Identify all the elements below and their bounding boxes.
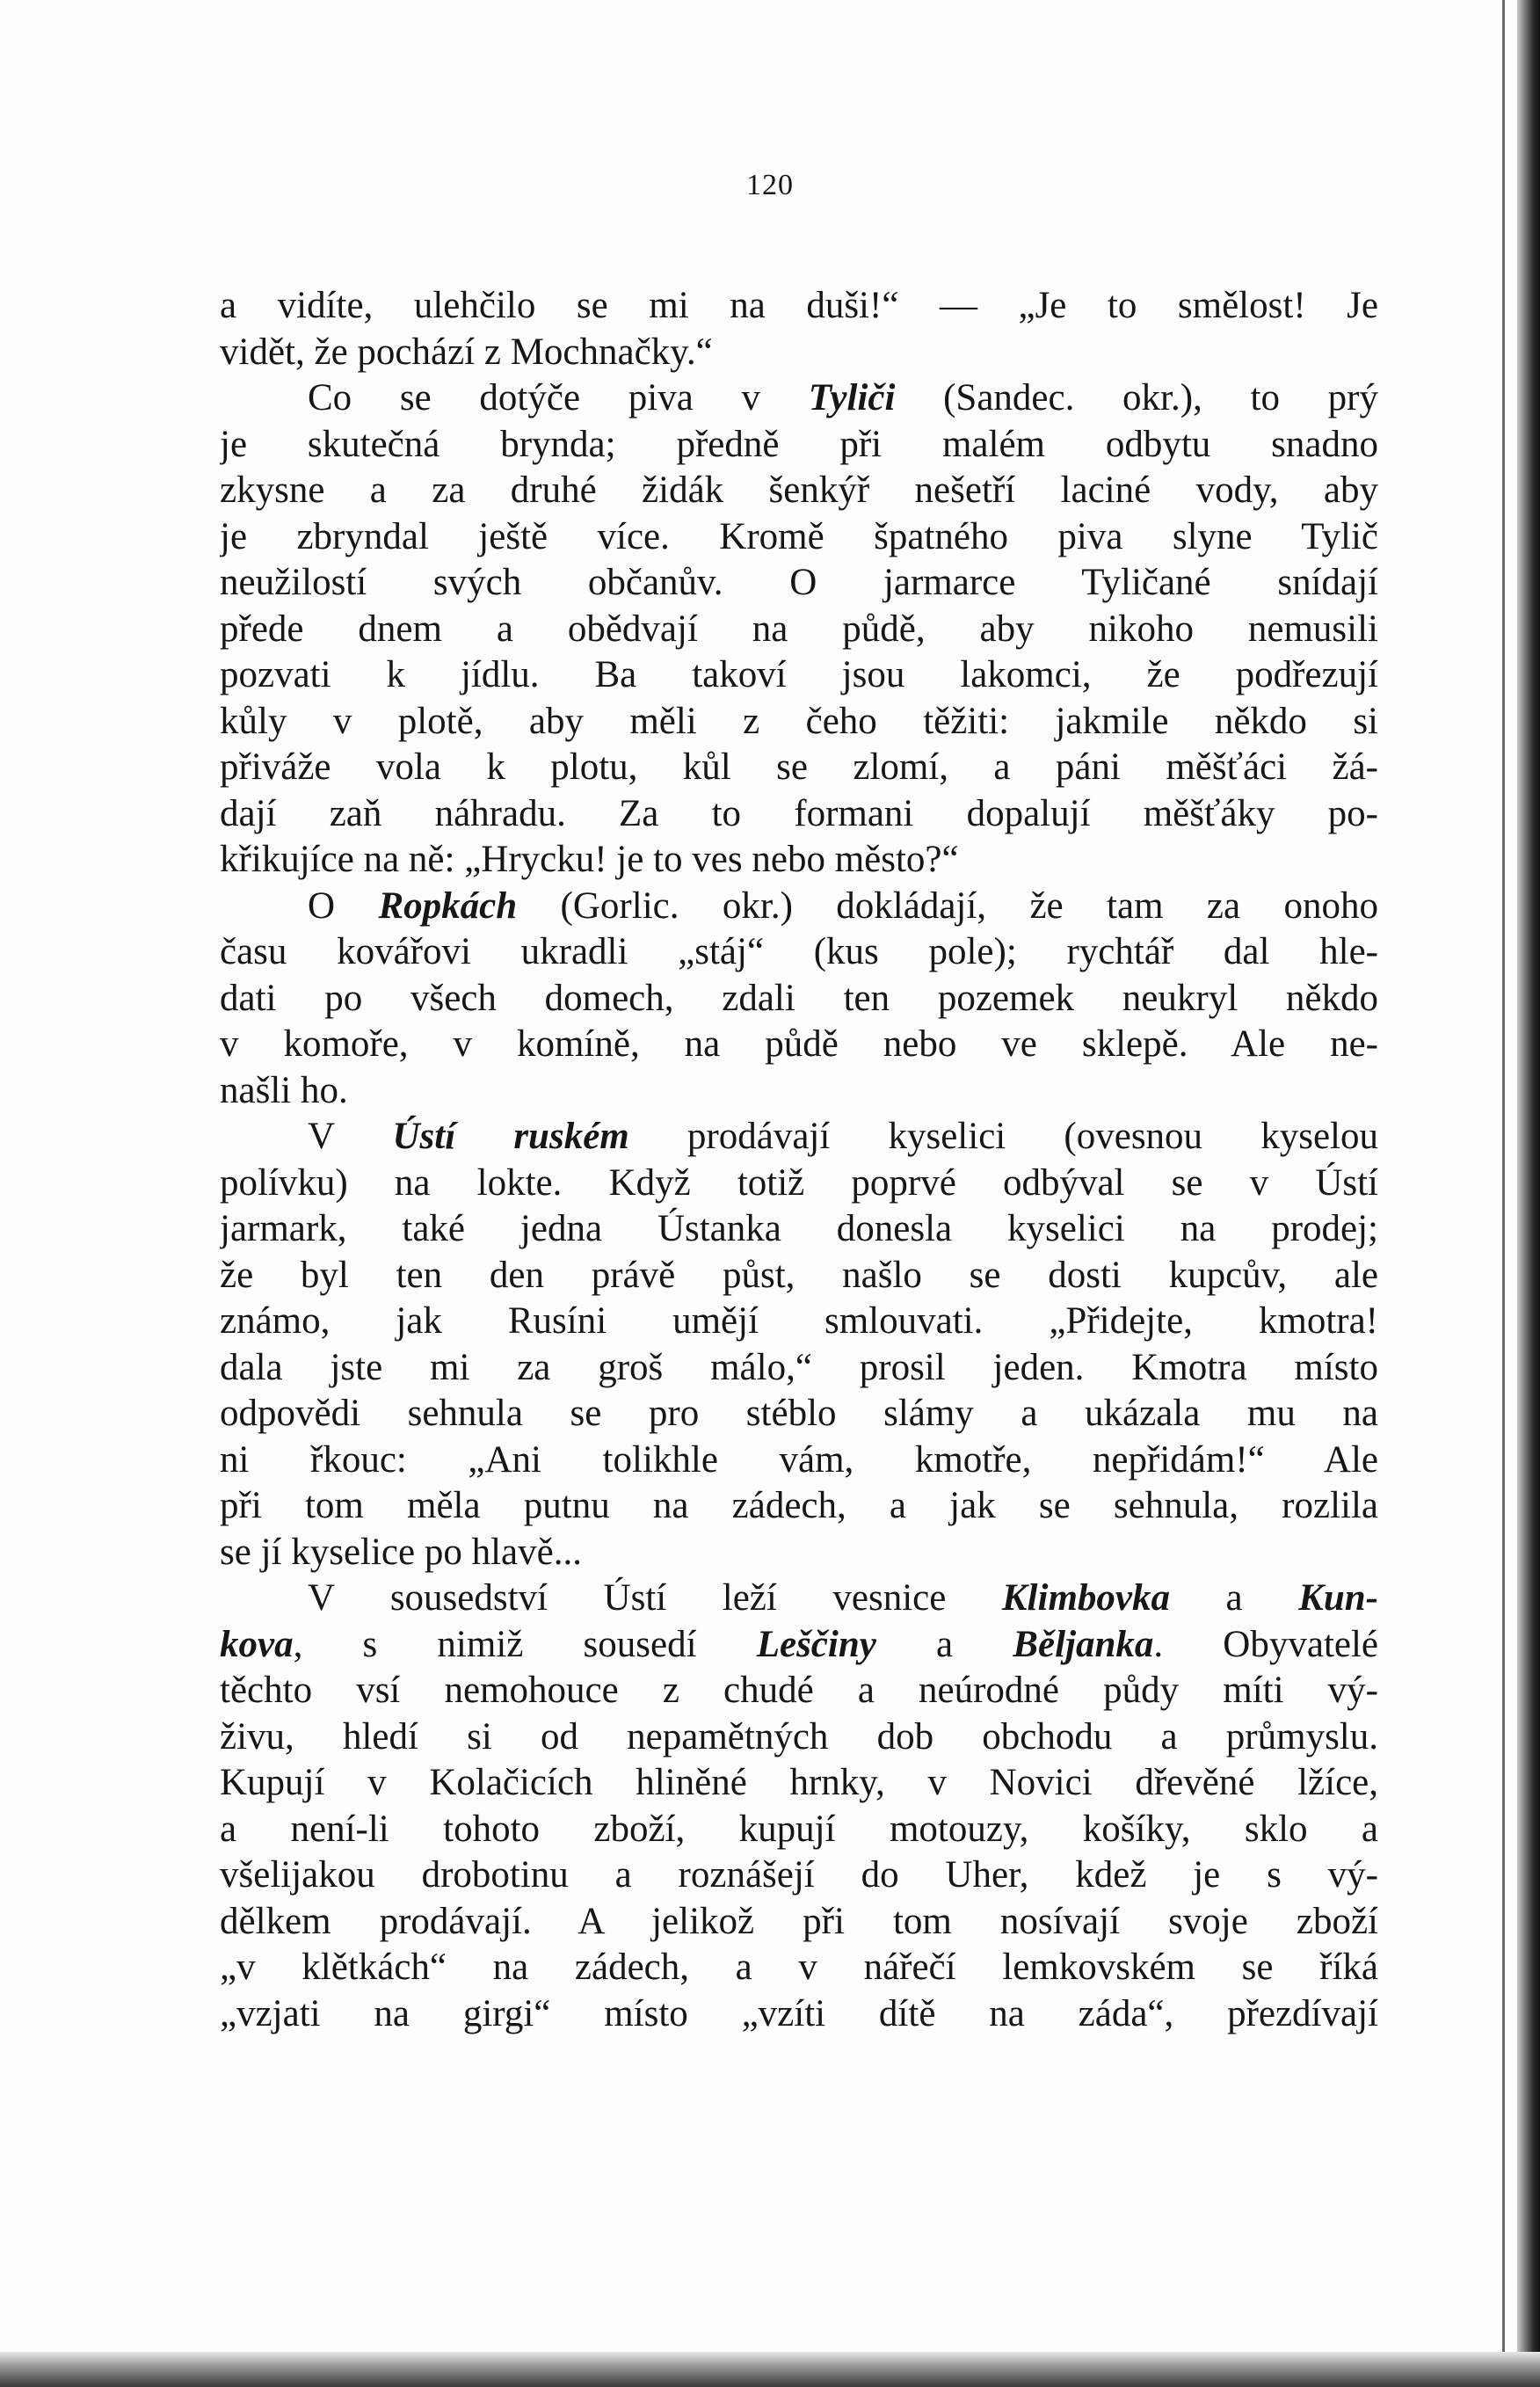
text-run: prodávají kyselici (ovesnou kyselou <box>628 1116 1378 1157</box>
text-line <box>220 929 1378 976</box>
text-line <box>220 1668 1378 1714</box>
text-line <box>220 1945 1378 1991</box>
text-run: přiváže vola k plotu, kůl se zlomí, a páni měšťáci žá- <box>220 746 1378 788</box>
text-run: je skutečná brynda; předně při malém odbytu snadno <box>220 423 1378 465</box>
text-line <box>220 1899 1378 1946</box>
text-line <box>220 699 1378 746</box>
text-line <box>220 884 1378 930</box>
text-run: ni řkouc: „Ani tolikhle vám, kmotře, nepřidám!“ Ale <box>220 1438 1378 1481</box>
text-run: přede dnem a obědvají na půdě, aby nikoho nemusili <box>220 608 1378 650</box>
text-line <box>220 1760 1378 1807</box>
page-edge-line <box>1502 0 1505 2387</box>
text-line <box>220 468 1378 514</box>
text-line <box>220 1991 1378 2038</box>
text-line <box>220 1299 1378 1345</box>
text-run: křikujíce na ně: „Hrycku! je to ves nebo město?“ <box>220 839 959 880</box>
text-line <box>220 791 1378 838</box>
text-run: dělkem prodávají. A jelikož při tom nosívají svoje zboží <box>220 1900 1378 1942</box>
text-run: zkysne a za druhé židák šenkýř nešetří laciné vody, aby <box>220 469 1378 511</box>
text-line <box>220 1852 1378 1899</box>
text-run: živu, hledí si od nepamětných dob obchodu a průmyslu. <box>220 1715 1378 1758</box>
text-run: našli ho. <box>220 1069 348 1111</box>
text-line <box>220 375 1378 422</box>
text-run: v komoře, v komíně, na půdě nebo ve sklepě. Ale ne- <box>220 1023 1378 1065</box>
text-run: při tom měla putnu na zádech, a jak se sehnula, rozlila <box>220 1485 1378 1526</box>
text-line <box>220 1530 1378 1576</box>
text-run: a <box>1169 1577 1299 1619</box>
place-name: Tyliči <box>808 377 896 418</box>
text-run: , s nimiž sousedí <box>293 1623 757 1665</box>
text-run: odpovědi sehnula se pro stéblo slámy a ukázala mu na <box>220 1393 1378 1434</box>
text-line <box>220 1714 1378 1761</box>
text-run: O <box>308 884 379 927</box>
text-run: všelijakou drobotinu a roznášejí do Uher, kdež je s vý- <box>220 1854 1378 1896</box>
text-run: pozvati k jídlu. Ba takoví jsou lakomci, že podřezují <box>220 654 1378 695</box>
text-line <box>220 1022 1378 1068</box>
text-run: (Gorlic. okr.) dokládají, že tam za onoho <box>517 884 1378 927</box>
text-run: (Sandec. okr.), to prý <box>895 377 1378 418</box>
text-run: a není-li tohoto zboží, kupují motouzy, košíky, sklo a <box>220 1808 1378 1850</box>
text-run: těchto vsí nemohouce z chudé a neúrodné půdy míti vý- <box>220 1670 1378 1711</box>
text-line <box>220 1253 1378 1299</box>
text-line <box>220 1345 1378 1392</box>
place-name: Ústí ruském <box>392 1116 629 1157</box>
text-line <box>220 607 1378 653</box>
place-name: kova <box>220 1623 294 1665</box>
text-run: „vzjati na girgi“ místo „vzíti dítě na záda“, přezdívají <box>220 1992 1378 2034</box>
page-number: 120 <box>746 169 794 201</box>
text-line <box>220 1206 1378 1253</box>
text-line <box>220 1161 1378 1207</box>
text-line <box>220 1483 1378 1530</box>
text-run: neužilostí svých občanův. O jarmarce Tyličané snídají <box>220 562 1378 603</box>
body-text <box>220 283 1378 2037</box>
text-line <box>220 1068 1378 1115</box>
text-run: Co se dotýče piva v <box>308 377 809 418</box>
text-line <box>220 976 1378 1022</box>
text-run: polívku) na lokte. Když totiž poprvé odbýval se v Ústí <box>220 1161 1378 1204</box>
text-line <box>220 560 1378 607</box>
place-name: Klimbovka <box>1001 1577 1170 1619</box>
text-line <box>220 422 1378 469</box>
place-name: Běljanka <box>1013 1623 1154 1665</box>
text-run: V sousedství Ústí leží vesnice <box>308 1577 1002 1619</box>
text-line <box>220 1807 1378 1853</box>
book-edge-shadow <box>1517 0 1540 2387</box>
text-run: dala jste mi za groš málo,“ prosil jeden. Kmotra místo <box>220 1346 1378 1388</box>
text-run: Kupují v Kolačicích hliněné hrnky, v Novici dřevěné lžíce, <box>220 1762 1378 1803</box>
text-run: vidět, že pochází z Mochnačky.“ <box>220 331 713 373</box>
text-line <box>220 1437 1378 1484</box>
text-run: a <box>875 1623 1013 1665</box>
text-run: a vidíte, ulehčilo se mi na duši!“ — „Je to smělost! Je <box>220 285 1378 326</box>
text-run: jarmark, také jedna Ústanka donesla kyselici na prodej; <box>220 1208 1378 1249</box>
text-run: kůly v plotě, aby měli z čeho těžiti: jakmile někdo si <box>220 700 1378 742</box>
text-run: se jí kyselice po hlavě... <box>220 1531 582 1573</box>
place-name: Ropkách <box>378 884 518 927</box>
place-name: Kun- <box>1298 1577 1378 1619</box>
text-run: dati po všech domech, zdali ten pozemek neukryl někdo <box>220 977 1378 1019</box>
text-line <box>220 1114 1378 1161</box>
text-line <box>220 1622 1378 1669</box>
text-run: V <box>308 1116 393 1157</box>
text-run: dají zaň náhradu. Za to formani dopalují měšťáky po- <box>220 792 1378 834</box>
text-run: . Obyvatelé <box>1153 1623 1378 1665</box>
text-line <box>220 283 1378 330</box>
page-bottom-edge <box>0 2352 1540 2387</box>
text-line <box>220 1391 1378 1437</box>
text-line <box>220 652 1378 699</box>
text-run: že byl ten den právě půst, našlo se dosti kupcův, ale <box>220 1254 1378 1296</box>
text-line <box>220 1576 1378 1622</box>
text-line <box>220 837 1378 884</box>
text-line <box>220 330 1378 376</box>
text-line <box>220 745 1378 791</box>
place-name: Leščiny <box>756 1623 876 1665</box>
text-run: známo, jak Rusíni umějí smlouvati. „Přidejte, kmotra! <box>220 1300 1378 1342</box>
text-line <box>220 514 1378 561</box>
text-run: „v klětkách“ na zádech, a v nářečí lemkovském se říká <box>220 1947 1378 1988</box>
text-run: času kovářovi ukradli „stáj“ (kus pole); rychtář dal hle- <box>220 931 1378 972</box>
text-run: je zbryndal ještě více. Kromě špatného piva slyne Tylič <box>220 515 1378 557</box>
